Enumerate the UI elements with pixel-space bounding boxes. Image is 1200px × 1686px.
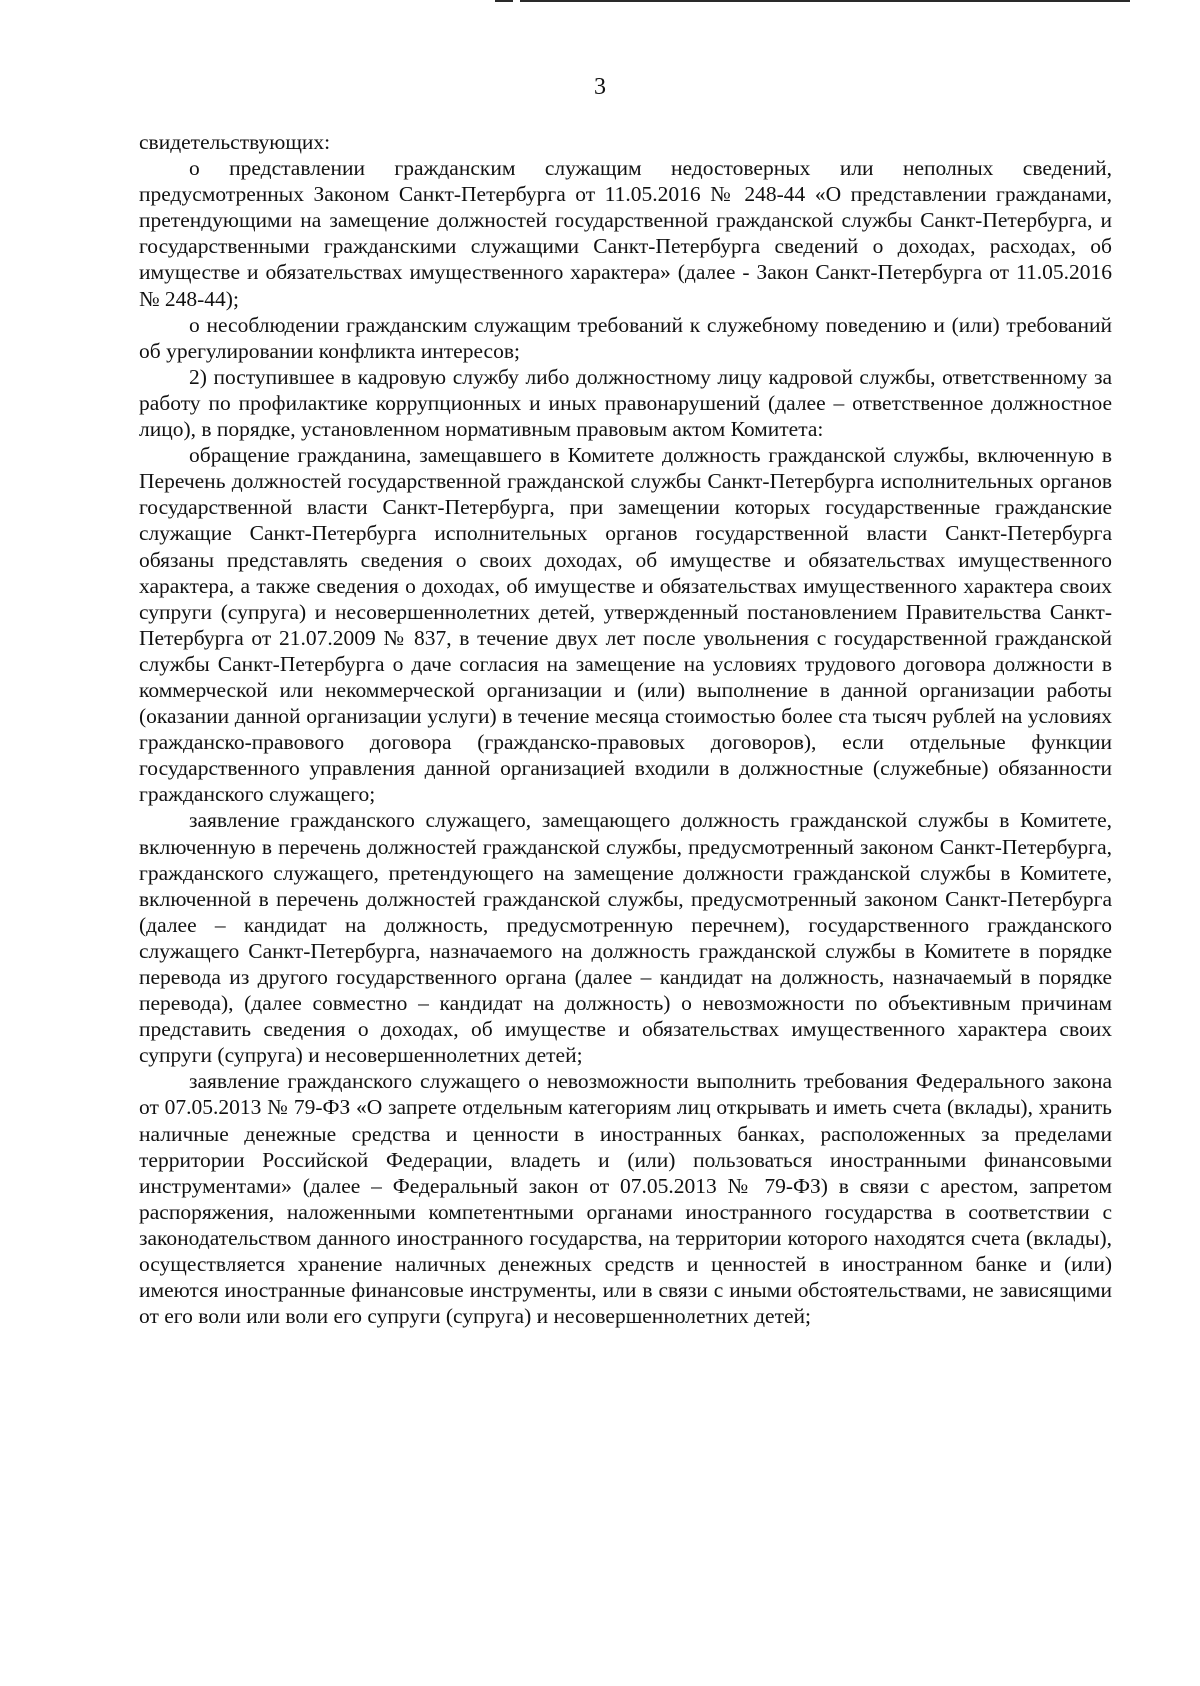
paragraph-unreliable-info: о представлении гражданским служащим недостоверных или неполных сведений, предусмотренных Законом Санкт-Петербурга от 11.05.2016 № 248-44 «О представлении гражданами, претендующими на замещение должностей государственной гражданской службы Санкт-Петербурга, и государственными гражданскими служащими Санкт-Петербурга сведений о доходах, расходах, об имуществе и обязательствах имущественного характера» (далее - Закон Санкт-Петербурга от 11.05.2016 № 248-44); [139,156,1112,311]
paragraph-continuation: свидетельствующих: [139,130,331,154]
paragraph-conduct-violation: о несоблюдении гражданским служащим требований к служебному поведению и (или) требований об урегулировании конфликта интересов; [139,312,1112,363]
paragraph-citizen-appeal: обращение гражданина, замещавшего в Комитете должность гражданской службы, включенную в Перечень должностей государственной гражданской службы Санкт-Петербурга исполнительных органов государственной власти Санкт-Петербурга, при замещении которых государственные гражданские служащие Санкт-Петербурга исполнительных органов государственной власти Санкт-Петербурга обязаны представлять сведения о своих доходах, об имуществе и обязательствах имущественного характера, а также сведения о доходах, об имуществе и обязательствах имущественного характера своих супруги (супруга) и несовершеннолетних детей, утвержденный постановлением Правительства Санкт-Петербурга от 21.07.2009 № 837, в течение двух лет после увольнения с государственной гражданской службы Санкт-Петербурга о даче согласия на замещение на условиях трудового договора должности в коммерческой или некоммерческой организации и (или) выполнение в данной организации работы (оказании данной организации услуги) в течение месяца стоимостью более ста тысяч рублей на условиях гражданско-правового договора (гражданско-правовых договоров), если отдельные функции государственного управления данной организацией входили в должностные (служебные) обязанности гражданского служащего; [139,443,1112,807]
document-body [139,129,1112,1329]
paragraph-foreign-accounts-statement: заявление гражданского служащего о невозможности выполнить требования Федерального закона от 07.05.2013 № 79-ФЗ «О запрете отдельным категориям лиц открывать и иметь счета (вклады), хранить наличные денежные средства и ценности в иностранных банках, расположенных за пределами территории Российской Федерации, владеть и (или) пользоваться иностранными финансовыми инструментами» (далее – Федеральный закон от 07.05.2013 № 79-ФЗ) в связи с арестом, запретом распоряжения, наложенными компетентными органами иностранного государства в соответствии с законодательством данного иностранного государства, на территории которого находятся счета (вклады), осуществляется хранение наличных денежных средств и ценностей в иностранном банке и (или) имеются иностранные финансовые инструменты, или в связи с иными обстоятельствами, не зависящими от его воли или воли его супруги (супруга) и несовершеннолетних детей; [139,1069,1112,1329]
page-number: 3 [594,74,606,100]
paragraph-item-2: 2) поступившее в кадровую службу либо должностному лицу кадровой службы, ответственному за работу по профилактике коррупционных и иных правонарушений (далее – ответственное должностное лицо), в порядке, установленном нормативным правовым актом Комитета: [139,364,1112,442]
paragraph-candidate-statement: заявление гражданского служащего, замещающего должность гражданской службы в Комитете, включенную в перечень должностей гражданской службы, предусмотренный законом Санкт-Петербурга, гражданского служащего, претендующего на замещение должности гражданской службы в Комитете, включенной в перечень должностей гражданской службы, предусмотренный законом Санкт-Петербурга (далее – кандидат на должность, предусмотренную перечнем), государственного гражданского служащего Санкт-Петербурга, назначаемого на должность гражданской службы в Комитете в порядке перевода из другого государственного органа (далее – кандидат на должность, назначаемый в порядке перевода), (далее совместно – кандидат на должность) о невозможности по объективным причинам представить сведения о доходах, об имуществе и обязательствах имущественного характера своих супруги (супруга) и несовершеннолетних детей; [139,808,1112,1068]
